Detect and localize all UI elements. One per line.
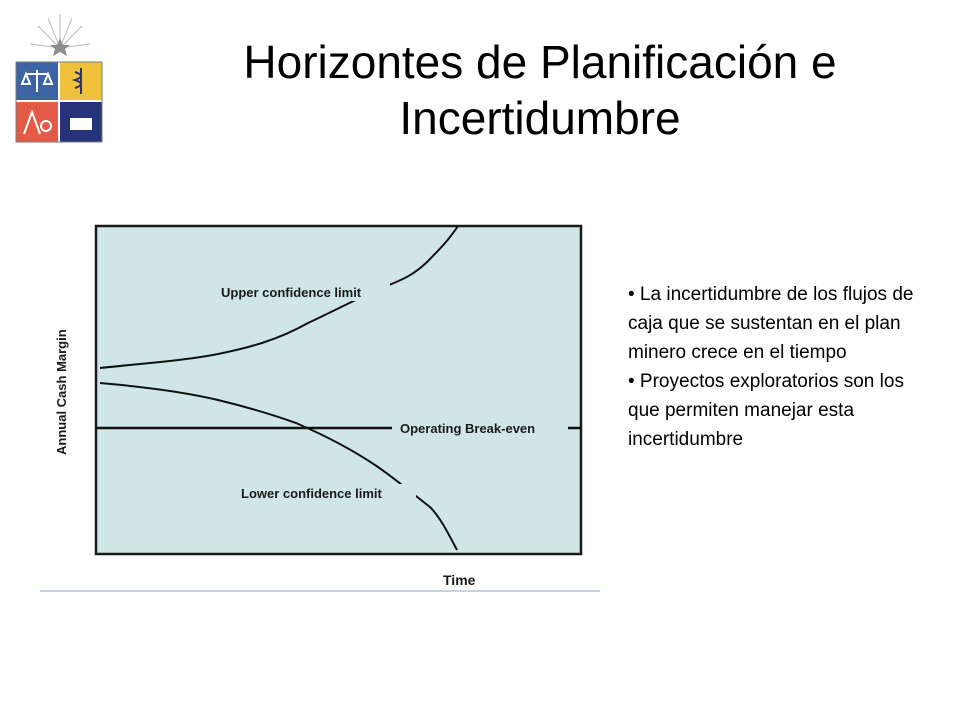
upper-confidence-label: Upper confidence limit [221,285,362,300]
diagram-canvas [38,205,602,600]
x-axis-label: Time [443,572,476,588]
crest-icon [8,10,108,150]
bullet-item: • Proyectos exploratorios son los que permiten manejar esta incertidumbre [628,371,904,450]
lower-confidence-label: Lower confidence limit [241,486,382,501]
bullet-list [628,280,928,454]
slide-title [180,34,900,146]
title-line-1: Horizontes de Planificación e [243,36,837,88]
breakeven-label: Operating Break-even [400,421,536,436]
y-axis-label: Annual Cash Margin [54,329,69,455]
confidence-diagram [38,205,602,600]
bullet-item: • La incertidumbre de los flujos de caja que se sustentan en el plan minero crece en el tiempo [628,284,914,363]
title-line-2: Incertidumbre [399,92,681,144]
university-logo [8,10,108,150]
